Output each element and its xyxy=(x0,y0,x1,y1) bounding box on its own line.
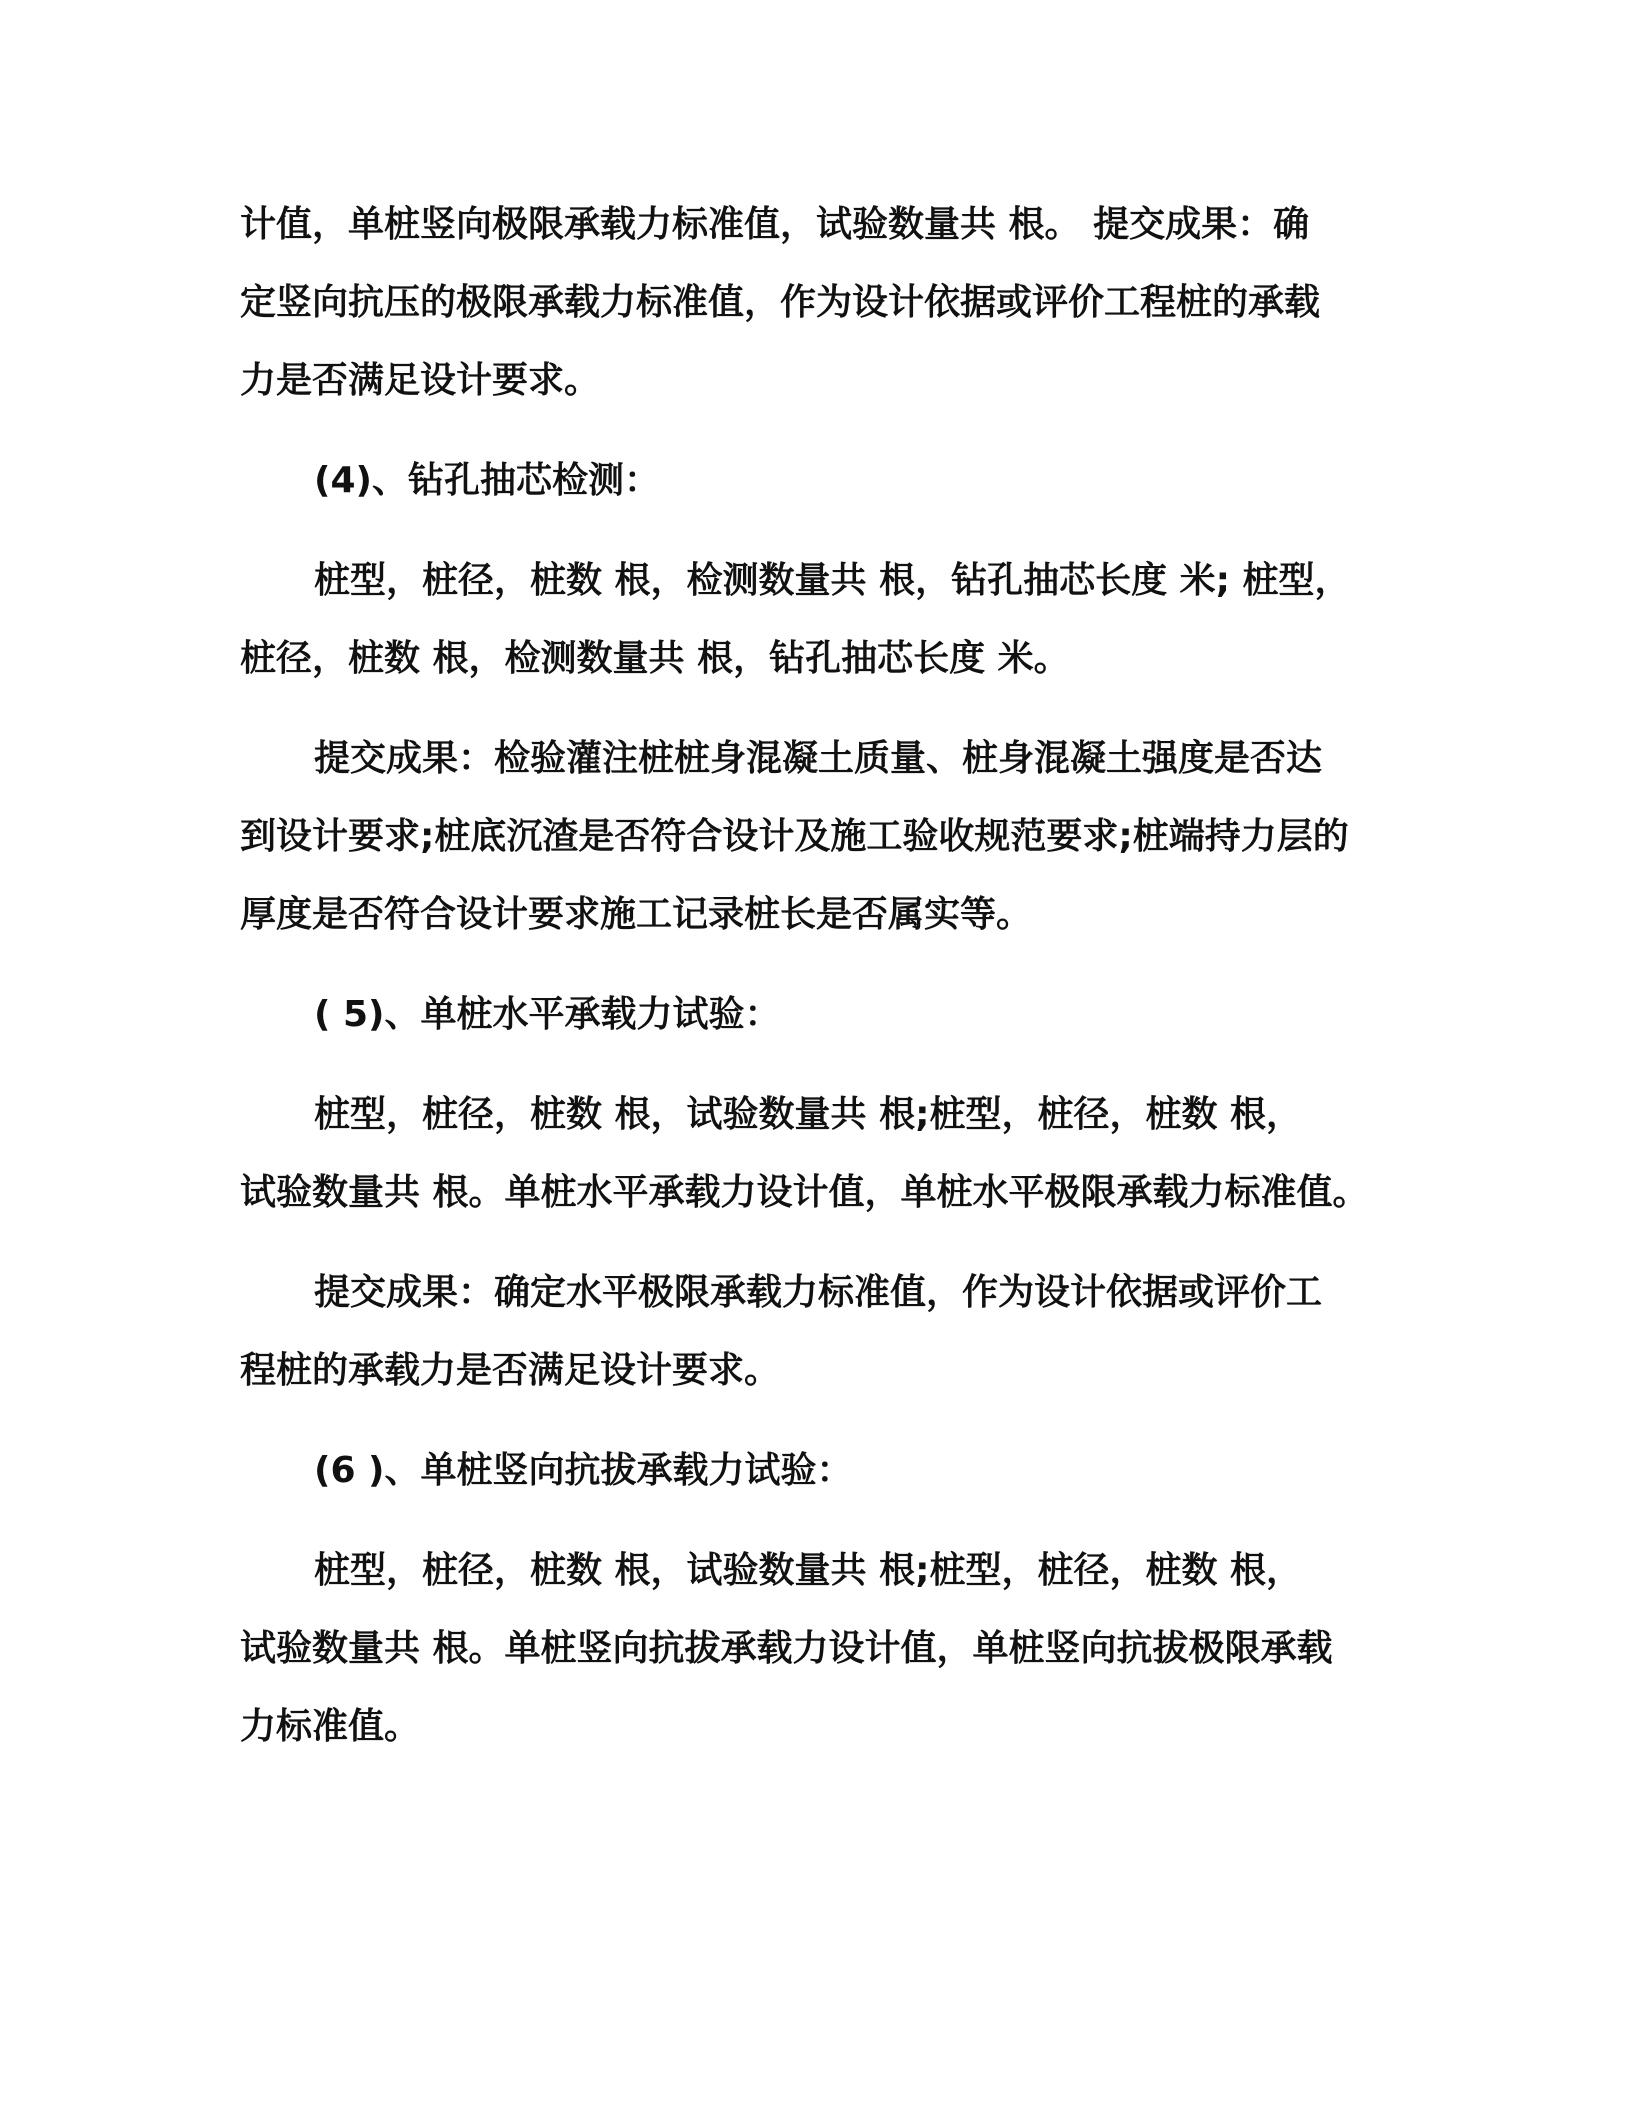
text-line: 程桩的承载力是否满足设计要求。 xyxy=(240,1350,781,1391)
text-line: 桩型，桩径，桩数 根，检测数量共 根，钻孔抽芯长度 米; 桩型， xyxy=(314,560,1351,601)
text-line: 定竖向抗压的极限承载力标准值，作为设计依据或评价工程桩的承载 xyxy=(240,282,1321,323)
text-line: 试验数量共 根。单桩水平承载力设计值，单桩水平极限承载力标准值。 xyxy=(240,1172,1369,1213)
paragraph-core-drilling-details xyxy=(240,542,1420,698)
section-heading-core-drilling xyxy=(240,442,1420,520)
text-line: 试验数量共 根。单桩竖向抗拔承载力设计值，单桩竖向抗拔极限承载 xyxy=(240,1628,1333,1669)
paragraph-uplift-load-details xyxy=(240,1532,1420,1766)
paragraph-horizontal-load-results xyxy=(240,1254,1420,1410)
text-line: 到设计要求;桩底沉渣是否符合设计及施工验收规范要求;桩端持力层的 xyxy=(240,816,1349,857)
text-line: 桩型，桩径，桩数 根，试验数量共 根;桩型，桩径，桩数 根， xyxy=(314,1550,1302,1591)
text-line: 力标准值。 xyxy=(240,1706,421,1747)
text-line: 厚度是否符合设计要求施工记录桩长是否属实等。 xyxy=(240,894,1033,935)
text-line: 提交成果：确定水平极限承载力标准值，作为设计依据或评价工 xyxy=(314,1272,1323,1313)
text-line: 桩型，桩径，桩数 根，试验数量共 根;桩型，桩径，桩数 根， xyxy=(314,1094,1302,1135)
paragraph-horizontal-load-details xyxy=(240,1076,1420,1232)
section-heading-horizontal-load-test xyxy=(240,976,1420,1054)
paragraph-static-load-test-tail xyxy=(240,186,1420,420)
text-line: 计值，单桩竖向极限承载力标准值，试验数量共 根。 提交成果：确 xyxy=(240,204,1310,245)
heading-line: (6 )、单桩竖向抗拔承载力试验： xyxy=(314,1450,853,1491)
text-line: 力是否满足设计要求。 xyxy=(240,360,601,401)
document-body xyxy=(240,186,1420,1788)
heading-line: (4)、钻孔抽芯检测： xyxy=(314,460,660,501)
text-line: 提交成果：检验灌注桩桩身混凝土质量、桩身混凝土强度是否达 xyxy=(314,738,1323,779)
section-heading-uplift-load-test xyxy=(240,1432,1420,1510)
heading-line: ( 5)、单桩水平承载力试验： xyxy=(314,994,781,1035)
text-line: 桩径，桩数 根，检测数量共 根，钻孔抽芯长度 米。 xyxy=(240,638,1070,679)
paragraph-core-drilling-results xyxy=(240,720,1420,954)
